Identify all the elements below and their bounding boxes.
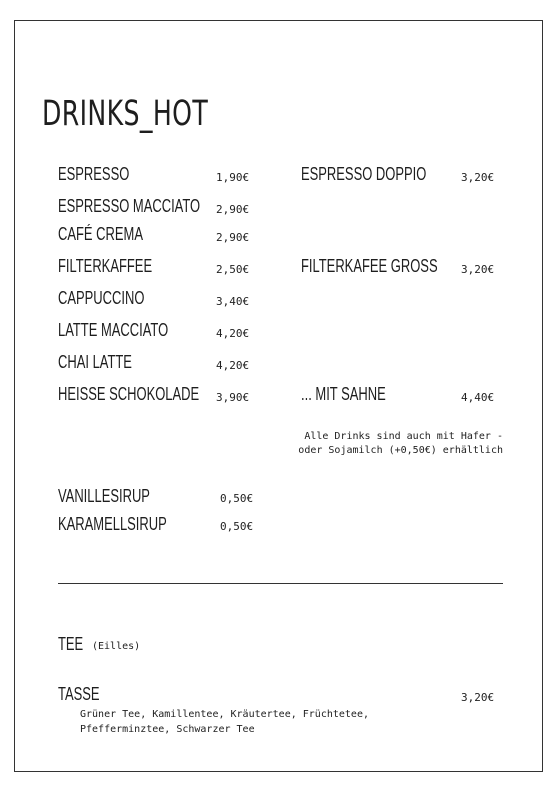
tea-varieties-line: Pfefferminztee, Schwarzer Tee [80, 724, 255, 735]
drink-price: 2,50€ [216, 263, 250, 276]
tee-heading: TEE [58, 634, 84, 654]
syrup-price: 0,50€ [220, 520, 254, 533]
drink-price: 3,90€ [216, 391, 250, 404]
drink-price: 2,90€ [216, 231, 250, 244]
drink-name: ESPRESSO [58, 164, 130, 184]
tea-varieties [80, 707, 480, 737]
drink-name: FILTERKAFEE GROSS [301, 256, 438, 276]
tasse-price: 3,20€ [461, 691, 495, 704]
section-divider [58, 583, 503, 584]
drink-name: CAPPUCCINO [58, 288, 145, 308]
tea-varieties-line: Grüner Tee, Kamillentee, Kräutertee, Früchtetee, [80, 709, 369, 720]
drink-price: 1,90€ [216, 171, 250, 184]
drink-name: ESPRESSO MACCIATO [58, 196, 201, 216]
syrup-price: 0,50€ [220, 492, 254, 505]
drink-price: 3,20€ [461, 263, 495, 276]
drink-price: 4,40€ [461, 391, 495, 404]
drink-price: 3,40€ [216, 295, 250, 308]
drink-name: LATTE MACCIATO [58, 320, 169, 340]
drink-name: FILTERKAFFEE [58, 256, 153, 276]
menu-title: DRINKS_HOT [42, 94, 209, 134]
drink-price: 3,20€ [461, 171, 495, 184]
drink-name: CAFÉ CREMA [58, 224, 143, 244]
drink-price: 4,20€ [216, 327, 250, 340]
milk-note-line: Alle Drinks sind auch mit Hafer - [304, 431, 503, 442]
milk-note-line: oder Sojamilch (+0,50€) erhältlich [298, 445, 503, 456]
drink-price: 2,90€ [216, 203, 250, 216]
drink-name: ESPRESSO DOPPIO [301, 164, 427, 184]
tee-brand: (Eilles) [92, 641, 141, 652]
milk-alternative-note [240, 430, 503, 458]
drink-price: 4,20€ [216, 359, 250, 372]
drink-name: ... MIT SAHNE [301, 384, 386, 404]
drink-name: HEISSE SCHOKOLADE [58, 384, 200, 404]
drink-name: CHAI LATTE [58, 352, 132, 372]
syrup-name: VANILLESIRUP [58, 486, 150, 506]
tasse-label: TASSE [58, 684, 100, 704]
syrup-name: KARAMELLSIRUP [58, 514, 167, 534]
